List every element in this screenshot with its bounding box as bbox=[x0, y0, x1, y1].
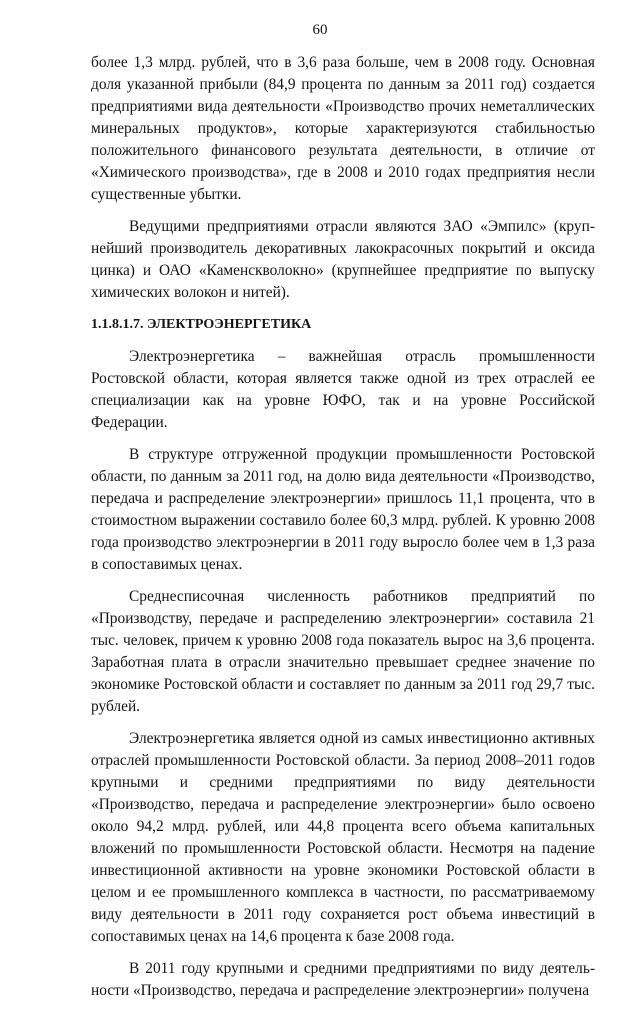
document-body bbox=[91, 52, 595, 1012]
section-heading: 1.1.8.1.7. ЭЛЕКТРОЭНЕРГЕТИКА bbox=[91, 317, 312, 332]
paragraph-investment: Электроэнергетика является одной из самых инвестиционно активных отраслей промышленности Ростовской области. За период 2008–2011 годов крупными и средними предприятиями по виду деятельности «Производство, передача и распределение электроэнергии» было освоено около 94,2 млрд. рублей, или 44,8 процента всего объема капитальных вложений по промышленности Ростовской области. Несмотря на падение инвестиционной активности на уровне экономики Ростовской области в целом и ее промышленного комплекса в частности, по рассматриваемому виду деятельности в 2011 году сохраняется рост объема инвестиций в сопоставимых ценах на 14,6 процента к базе 2008 года. bbox=[91, 730, 595, 945]
paragraph-continuation: более 1,3 млрд. рублей, что в 3,6 раза больше, чем в 2008 году. Основная доля указанной прибыли (84,9 процента по данным за 2011 год) создается предприятиями вида деятельности «Производство прочих неметаллических минеральных продуктов», которые характеризуются стабильностью положительного финансового результата деятельности, в отличие от «Химического производства», где в 2008 и 2010 годах предприятия несли существенные убытки. bbox=[91, 54, 595, 203]
paragraph-result: В 2011 году крупными и средними предприятиями по виду деятельности «Производство, передача и распределение электроэнергии» получена bbox=[91, 960, 595, 999]
paragraph-structure: В структуре отгруженной продукции промышленности Ростовской области, по данным за 2011 год, на долю вида деятельности «Производство, передача и распределение электроэнергии» пришлось 11,1 процента, что в стоимостном выражении составило более 60,3 млрд. рублей. К уровню 2008 года производство электроэнергии в 2011 году выросло более чем в 1,3 раза в сопоставимых ценах. bbox=[91, 446, 595, 573]
page-number: 60 bbox=[312, 22, 328, 38]
paragraph-leading-enterprises: Ведущими предприятиями отрасли являются ЗАО «Эмпилс» (крупнейший производитель декоративных лакокрасочных покрытий и оксида цинка) и ОАО «Каменскволокно» (крупнейшее предприятие по выпуску химических волокон и нитей). bbox=[91, 218, 595, 301]
paragraph-intro: Электроэнергетика – важнейшая отрасль промышленности Ростовской области, которая является также одной из трех отраслей ее специализации как на уровне ЮФО, так и на уровне Российской Федерации. bbox=[91, 348, 595, 431]
paragraph-employment: Среднесписочная численность работников предприятий по «Производству, передаче и распределению электроэнергии» составила 21 тыс. человек, причем к уровню 2008 года показатель вырос на 3,6 процента. Заработная плата в отрасли значительно превышает среднее значение по экономике Ростовской области и составляет по данным за 2011 год 29,7 тыс. рублей. bbox=[91, 588, 595, 715]
